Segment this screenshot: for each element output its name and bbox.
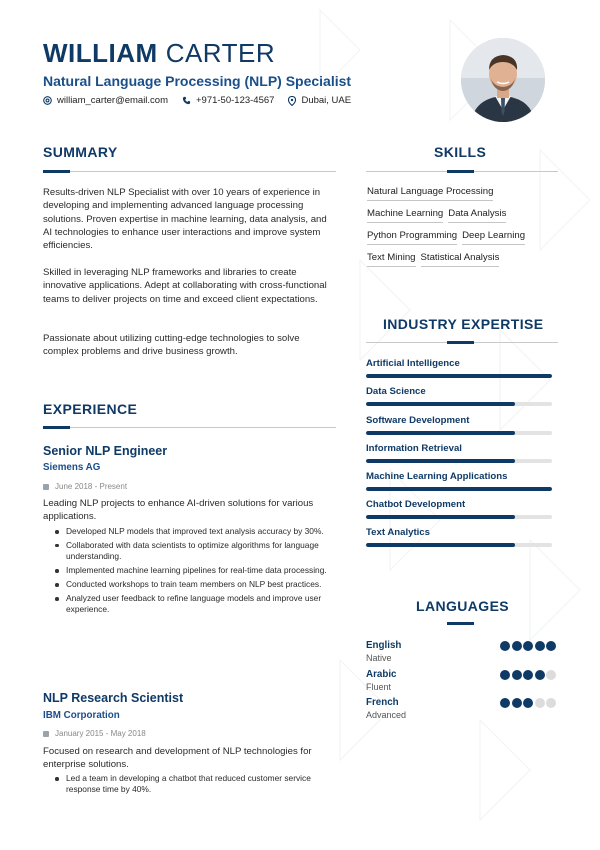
profile-photo [461,38,545,122]
location-text: Dubai, UAE [301,95,352,106]
expertise-bar-track [366,515,552,519]
job-description: Focused on research and development of NLP technologies for enterprise solutions. [43,746,312,771]
expertise-heading: INDUSTRY EXPERTISE [383,316,544,332]
expertise-label: Machine Learning Applications [366,471,508,482]
expertise-bar-fill [366,515,515,519]
summary-heading: SUMMARY [43,144,118,160]
location-pin-icon [288,96,296,106]
expertise-bar-track [366,459,552,463]
experience-divider [43,427,336,428]
language-name: French [366,697,399,708]
expertise-bar-track [366,374,552,378]
language-name: English [366,640,402,651]
expertise-bar-fill [366,402,515,406]
expertise-item [366,527,552,547]
expertise-bar-track [366,402,552,406]
skills-row [367,252,559,267]
rating-dot-filled [535,670,545,680]
list-item: Conducted workshops to train team members on NLP best practices. [54,579,336,590]
job-dates-text: June 2018 - Present [55,482,128,491]
expertise-bar-fill [366,543,515,547]
expertise-label: Software Development [366,415,470,426]
rating-dot-empty [546,670,556,680]
expertise-label: Artificial Intelligence [366,358,460,369]
contact-email[interactable] [43,95,168,106]
rating-dot-filled [500,698,510,708]
rating-dot-filled [500,641,510,651]
avatar [461,38,545,122]
language-level: Native [366,653,392,663]
job-bullets [54,526,336,618]
rating-dot-filled [535,641,545,651]
expertise-bar-track [366,487,552,491]
expertise-bar-fill [366,431,515,435]
expertise-item [366,499,552,519]
candidate-name [43,38,275,69]
expertise-bar-track [366,543,552,547]
language-level: Advanced [366,710,407,720]
contact-phone[interactable] [182,95,274,106]
list-item: Led a team in developing a chatbot that reduced customer service response time by 40%. [54,773,336,796]
experience-accent [43,426,70,429]
skill-tag: Natural Language Processing [367,186,493,201]
list-item: Collaborated with data scientists to optimize algorithms for language understanding. [54,540,336,563]
summary-paragraph-2: Skilled in leveraging NLP frameworks and libraries to create innovative applications. Adept at collaborating with cross-functional teams to deliver projects on time and exceed client expectations. [43,267,327,305]
list-item: Analyzed user feedback to refine language models and improve user experience. [54,593,336,616]
skills-accent [447,170,474,173]
rating-dot-filled [512,670,522,680]
skill-tag: Machine Learning [367,208,443,223]
language-level: Fluent [366,682,392,692]
list-item: Developed NLP models that improved text analysis accuracy by 30%. [54,526,336,537]
rating-dot-empty [535,698,545,708]
job-dates [43,729,146,738]
rating-dot-filled [523,670,533,680]
skill-tag: Python Programming [367,230,457,245]
rating-dot-filled [500,670,510,680]
expertise-item [366,415,552,435]
phone-icon [182,96,191,105]
languages-accent [447,622,474,625]
rating-dot-filled [523,641,533,651]
expertise-bar-track [366,431,552,435]
job-bullets [54,773,336,798]
language-rating [499,641,557,651]
job-title: Senior NLP Engineer [43,444,168,458]
contact-info [43,95,365,106]
summary-paragraph-3: Passionate about utilizing cutting-edge technologies to solve complex problems and drive business growth. [43,333,300,358]
phone-text: +971-50-123-4567 [196,95,275,106]
last-name: CARTER [165,38,276,68]
calendar-icon [43,731,49,737]
contact-location [288,95,351,106]
first-name: WILLIAM [43,38,158,68]
job-dates-text: January 2015 - May 2018 [55,729,146,738]
skills-list [367,186,559,274]
skills-row [367,208,559,223]
skill-tag: Data Analysis [448,208,506,223]
language-name: Arabic [366,669,397,680]
expertise-label: Text Analytics [366,527,430,538]
job-description: Leading NLP projects to enhance AI-driven solutions for various applications. [43,498,314,523]
rating-dot-filled [523,698,533,708]
job-title: NLP Research Scientist [43,691,184,705]
expertise-label: Information Retrieval [366,443,462,454]
skill-tag: Deep Learning [462,230,525,245]
expertise-accent [447,341,474,344]
skills-heading: SKILLS [434,144,487,160]
language-item [366,640,556,663]
skills-row [367,230,559,245]
expertise-item [366,443,552,463]
skill-tag: Statistical Analysis [421,252,500,267]
expertise-item [366,358,552,378]
skills-row [367,186,559,201]
job-role: Natural Language Processing (NLP) Specialist [43,73,352,89]
job-company: IBM Corporation [43,710,120,721]
summary-divider [43,171,336,172]
job-company: Siemens AG [43,462,101,473]
expertise-item [366,471,552,491]
email-text: william_carter@email.com [57,95,168,106]
rating-dot-filled [546,641,556,651]
expertise-item [366,386,552,406]
calendar-icon [43,484,49,490]
summary-accent [43,170,70,173]
language-rating [499,698,557,708]
at-icon [43,96,52,105]
language-item [366,697,556,720]
experience-heading: EXPERIENCE [43,401,138,417]
rating-dot-filled [512,641,522,651]
list-item: Implemented machine learning pipelines for real-time data processing. [54,565,336,576]
rating-dot-empty [546,698,556,708]
skill-tag: Text Mining [367,252,416,267]
languages-heading: LANGUAGES [416,598,510,614]
job-dates [43,482,127,491]
summary-paragraph-1: Results-driven NLP Specialist with over 10 years of experience in developing and implementing advanced language processing solutions. Proven expertise in machine learning, data analysis, and AI technologies to enhance user interactions and improve system efficiencies. [43,187,327,252]
language-item [366,669,556,692]
expertise-label: Chatbot Development [366,499,466,510]
rating-dot-filled [512,698,522,708]
expertise-label: Data Science [366,386,426,397]
language-rating [499,670,557,680]
expertise-bar-fill [366,374,552,378]
expertise-bar-fill [366,459,515,463]
expertise-bar-fill [366,487,552,491]
